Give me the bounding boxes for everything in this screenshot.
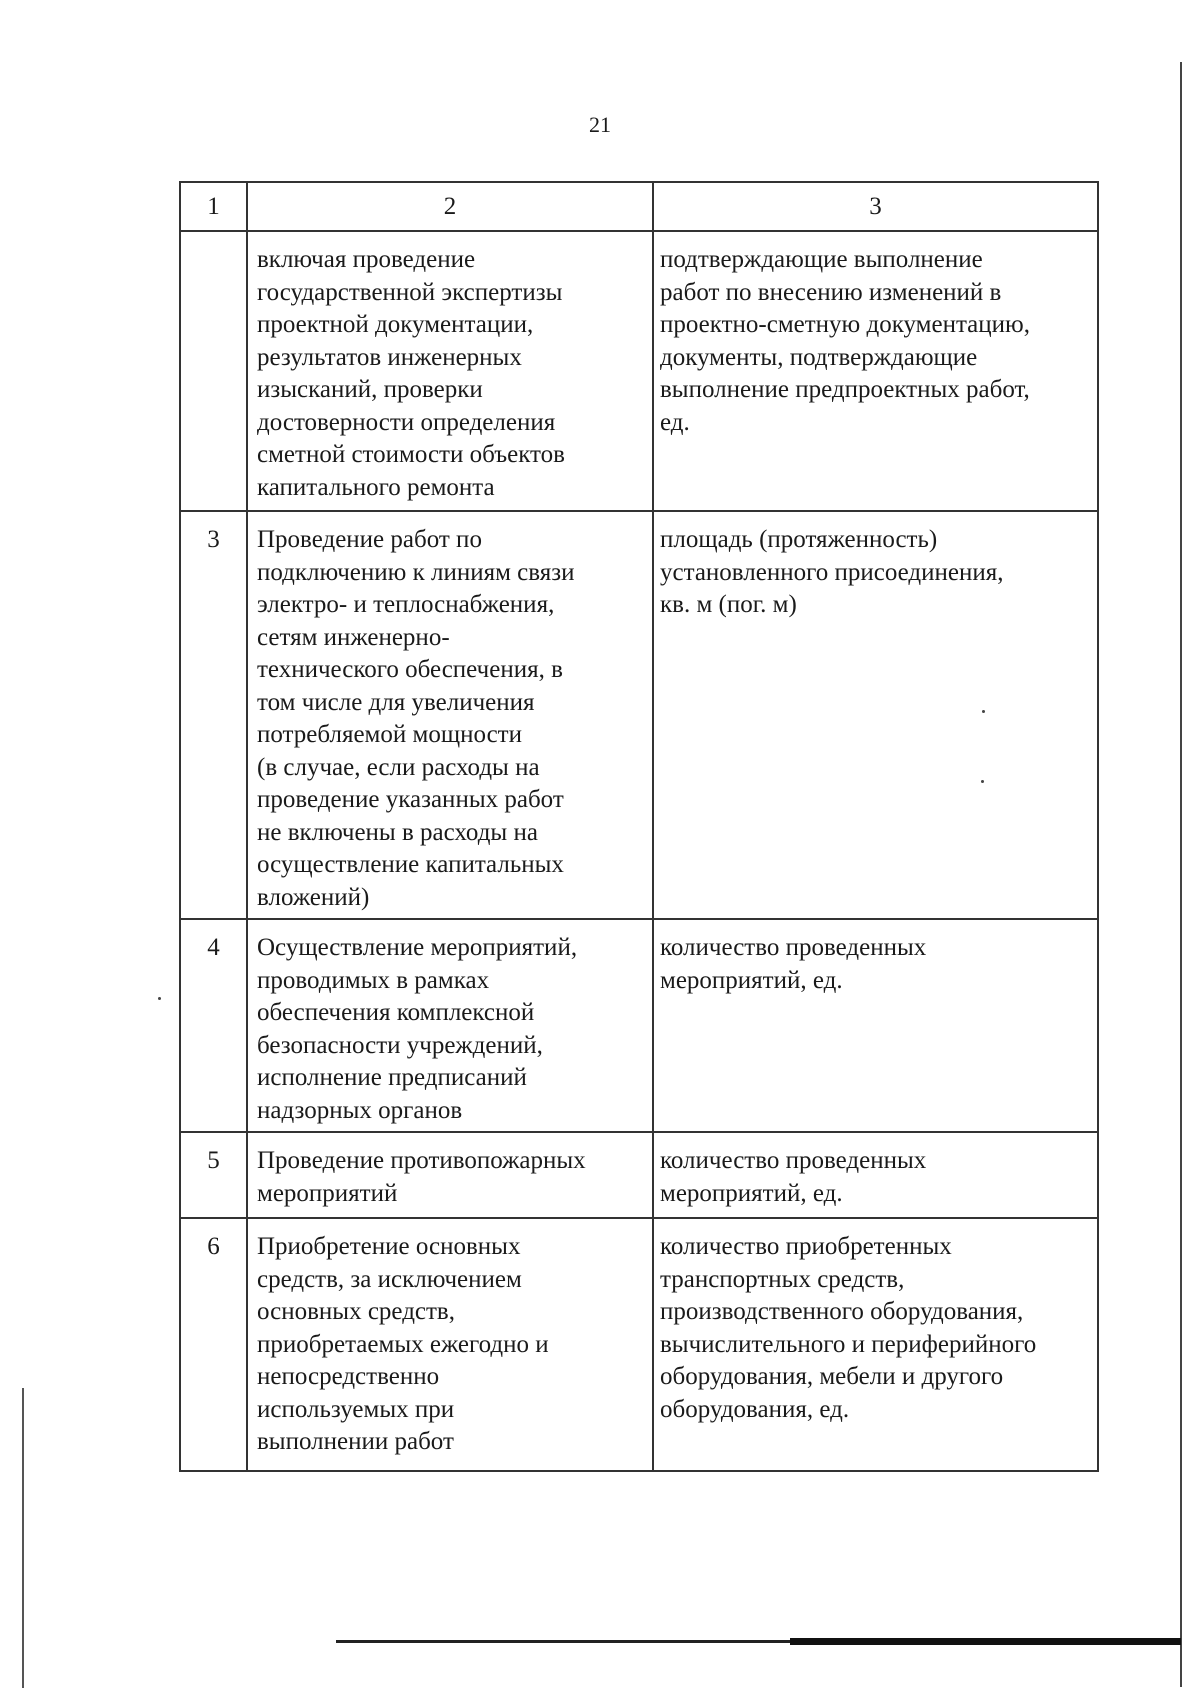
unit-cell: [653, 511, 1098, 919]
scan-speck: [158, 997, 161, 1000]
description-cell: [247, 1218, 653, 1471]
header-cell-2: 2: [247, 182, 653, 231]
description-cell: [247, 231, 653, 511]
description-text: Осуществление мероприятий, проводимых в рамках обеспечения комплексной безопасности учреждений, исполнение предписаний надзорных органов: [257, 934, 578, 1124]
description-cell: [247, 511, 653, 919]
unit-cell: [653, 231, 1098, 511]
scan-edge-line-left: [22, 1388, 24, 1688]
unit-text: количество проведенных мероприятий, ед.: [660, 1147, 927, 1207]
row-number-cell: 5: [180, 1132, 247, 1218]
unit-cell: [653, 1132, 1098, 1218]
table-row: [180, 1132, 1098, 1218]
document-table: [179, 181, 1099, 1472]
table-row: [180, 511, 1098, 919]
table-row: [180, 1218, 1098, 1471]
description-text: Приобретение основных средств, за исключением основных средств, приобретаемых ежегодно и непосредственно используемых при выполнении работ: [257, 1233, 549, 1455]
unit-cell: [653, 919, 1098, 1132]
row-number-cell: 4: [180, 919, 247, 1132]
unit-text: количество проведенных мероприятий, ед.: [660, 934, 927, 994]
header-cell-3: 3: [653, 182, 1098, 231]
scan-speck: [982, 710, 985, 713]
header-cell-1: 1: [180, 182, 247, 231]
table-row: [180, 231, 1098, 511]
description-cell: [247, 1132, 653, 1218]
description-cell: [247, 919, 653, 1132]
unit-text: количество приобретенных транспортных средств, производственного оборудования, вычислительного и периферийного оборудования, мебели и другого оборудования, ед.: [660, 1233, 1037, 1423]
unit-text: площадь (протяженность) установленного присоединения, кв. м (пог. м): [660, 526, 1004, 618]
scan-edge-line-right: [1180, 62, 1182, 1687]
row-number-cell: [180, 231, 247, 511]
row-number-cell: 3: [180, 511, 247, 919]
unit-cell: [653, 1218, 1098, 1471]
scan-bottom-bar-thick: [790, 1638, 1181, 1645]
page-number: 21: [589, 112, 611, 137]
unit-text: подтверждающие выполнение работ по внесению изменений в проектно-сметную документацию, документы, подтверждающие выполнение предпроектных работ, ед.: [660, 246, 1030, 436]
scan-speck: [981, 780, 984, 783]
description-text: Проведение противопожарных мероприятий: [257, 1147, 586, 1207]
description-text: включая проведение государственной экспертизы проектной документации, результатов инженерных изысканий, проверки достоверности определения сметной стоимости объектов капитального ремонта: [257, 246, 565, 501]
table-header-row: [180, 182, 1098, 231]
description-text: Проведение работ по подключению к линиям связи электро- и теплоснабжения, сетям инженерно- технического обеспечения, в том числе для увеличения потребляемой мощности (в случае, если расходы на проведение указанных работ не включены в расходы на осуществление капитальных вложений): [257, 526, 575, 911]
table-row: [180, 919, 1098, 1132]
row-number-cell: 6: [180, 1218, 247, 1471]
